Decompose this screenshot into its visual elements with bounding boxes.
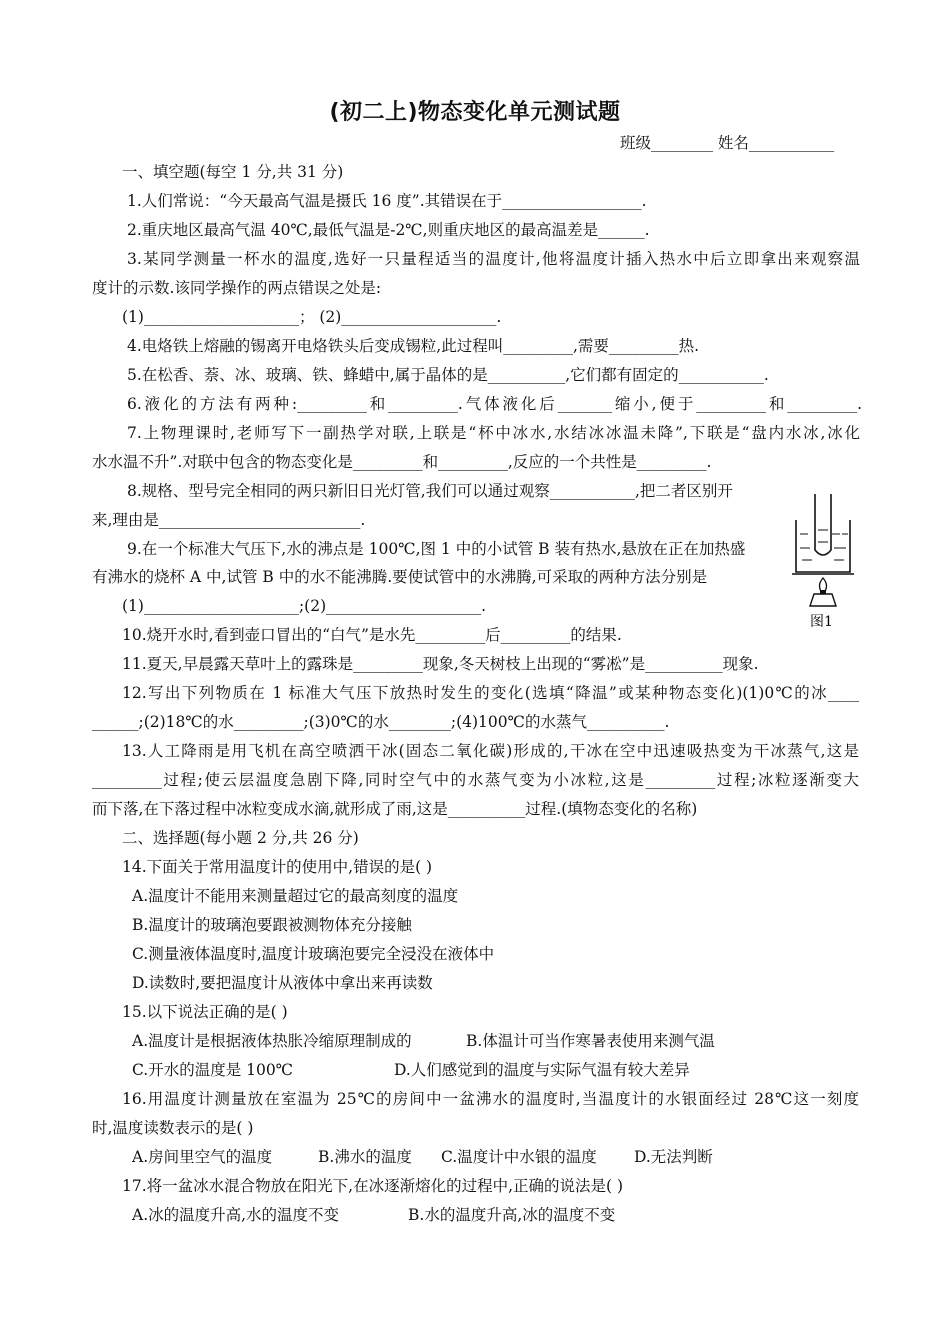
question-14-option-a: A.温度计不能用来测量超过它的最高刻度的温度 [132,887,459,905]
question-6: 6.液化的方法有两种:_________和_________.气体液化后_______缩小,便于_________和_________. [127,395,862,413]
question-14-option-c: C.测量液体温度时,温度计玻璃泡要完全浸没在液体中 [132,945,495,963]
question-7-line-1: 7.上物理课时,老师写下一副热学对联,上联是“杯中冰水,水结冰冰温未降”,下联是“盘内水冰,冰化 [127,424,860,442]
question-11: 11.夏天,早晨露天草叶上的露珠是_________现象,冬天树枝上出现的“雾凇”是__________现象. [122,655,759,673]
question-3-line-3: (1)____________________； (2)____________________. [122,308,502,326]
question-8-line-1: 8.规格、型号完全相同的两只新旧日光灯管,我们可以通过观察___________,把二者区别开 [127,482,733,500]
question-14-option-d: D.读数时,要把温度计从液体中拿出来再读数 [132,974,433,992]
question-13-line-3: 而下落,在下落过程中冰粒变成水滴,就形成了雨,这是__________过程.(填物态变化的名称) [92,800,698,818]
question-16-option-c: C.温度计中水银的温度 [441,1148,597,1166]
figure-1-beaker-diagram [788,490,858,630]
question-7-line-2: 水水温不升”.对联中包含的物态变化是_________和_________,反应的一个共性是_________. [92,453,712,471]
question-15-option-b: B.体温计可当作寒暑表使用来测气温 [466,1032,715,1050]
question-17: 17.将一盆冰水混合物放在阳光下,在冰逐渐熔化的过程中,正确的说法是( ) [122,1177,624,1195]
question-17-option-a: A.冰的温度升高,水的温度不变 [132,1206,340,1224]
question-4: 4.电烙铁上熔融的锡离开电烙铁头后变成锡粒,此过程叫_________,需要_________热. [127,337,700,355]
figure-caption: 图1 [810,614,833,630]
question-13-line-2: _________过程;使云层温度急剧下降,同时空气中的水蒸气变为小冰粒,这是_________过程;冰粒逐渐变大 [92,771,859,789]
question-12-line-1: 12.写出下列物质在 1 标准大气压下放热时发生的变化(选填“降温”或某种物态变化)(1)0℃的冰____ [122,684,859,702]
section-heading-multiple-choice: 二、选择题(每小题 2 分,共 26 分) [122,829,359,847]
question-3-line-2: 度计的示数.该同学操作的两点错误之处是: [92,279,382,297]
question-16-option-b: B.沸水的温度 [318,1148,412,1166]
page-title: (初二上)物态变化单元测试题 [329,100,621,125]
question-12-line-2: ______;(2)18℃的水_________;(3)0℃的水________;(4)100℃的水蒸气__________. [92,713,670,731]
question-15-option-d: D.人们感觉到的温度与实际气温有较大差异 [394,1061,690,1079]
question-16-option-d: D.无法判断 [634,1148,713,1166]
question-9-line-3: (1)____________________;(2)____________________. [122,597,487,615]
question-15: 15.以下说法正确的是( ) [122,1003,288,1021]
question-17-option-b: B.水的温度升高,冰的温度不变 [408,1206,616,1224]
question-15-option-c: C.开水的温度是 100℃ [132,1061,294,1079]
question-3-line-1: 3.某同学测量一杯水的温度,选好一只量程适当的温度计,他将温度计插入热水中后立即拿出来观察温 [127,250,860,268]
question-14: 14.下面关于常用温度计的使用中,错误的是( ) [122,858,433,876]
section-heading-fill-blank: 一、填空题(每空 1 分,共 31 分) [122,163,344,181]
question-2: 2.重庆地区最高气温 40℃,最低气温是-2℃,则重庆地区的最高温差是______. [127,221,650,239]
question-8-line-2: 来,理由是__________________________. [92,511,366,529]
question-9-line-2: 有沸水的烧杯 A 中,试管 B 中的水不能沸腾.要使试管中的水沸腾,可采取的两种方法分别是 [92,568,708,586]
class-name-fields: 班级________ 姓名___________ [620,134,835,152]
question-16-option-a: A.房间里空气的温度 [132,1148,273,1166]
question-15-option-a: A.温度计是根据液体热胀冷缩原理制成的 [132,1032,412,1050]
question-1: 1.人们常说：“今天最高气温是摄氏 16 度”.其错误在于__________________. [127,192,647,210]
question-5: 5.在松香、萘、冰、玻璃、铁、蜂蜡中,属于晶体的是__________,它们都有固定的___________. [127,366,769,384]
question-14-option-b: B.温度计的玻璃泡要跟被测物体充分接触 [132,916,412,934]
question-16-line-2: 时,温度读数表示的是( ) [92,1119,254,1137]
question-13-line-1: 13.人工降雨是用飞机在高空喷洒干冰(固态二氧化碳)形成的,干冰在空中迅速吸热变为干冰蒸气,这是 [122,742,859,760]
question-10: 10.烧开水时,看到壶口冒出的“白气”是水先_________后_________的结果. [122,626,622,644]
question-9-line-1: 9.在一个标准大气压下,水的沸点是 100℃,图 1 中的小试管 B 装有热水,悬放在正在加热盛 [127,540,746,558]
question-16-line-1: 16.用温度计测量放在室温为 25℃的房间中一盆沸水的温度时,当温度计的水银面经过 28℃这一刻度 [122,1090,859,1108]
